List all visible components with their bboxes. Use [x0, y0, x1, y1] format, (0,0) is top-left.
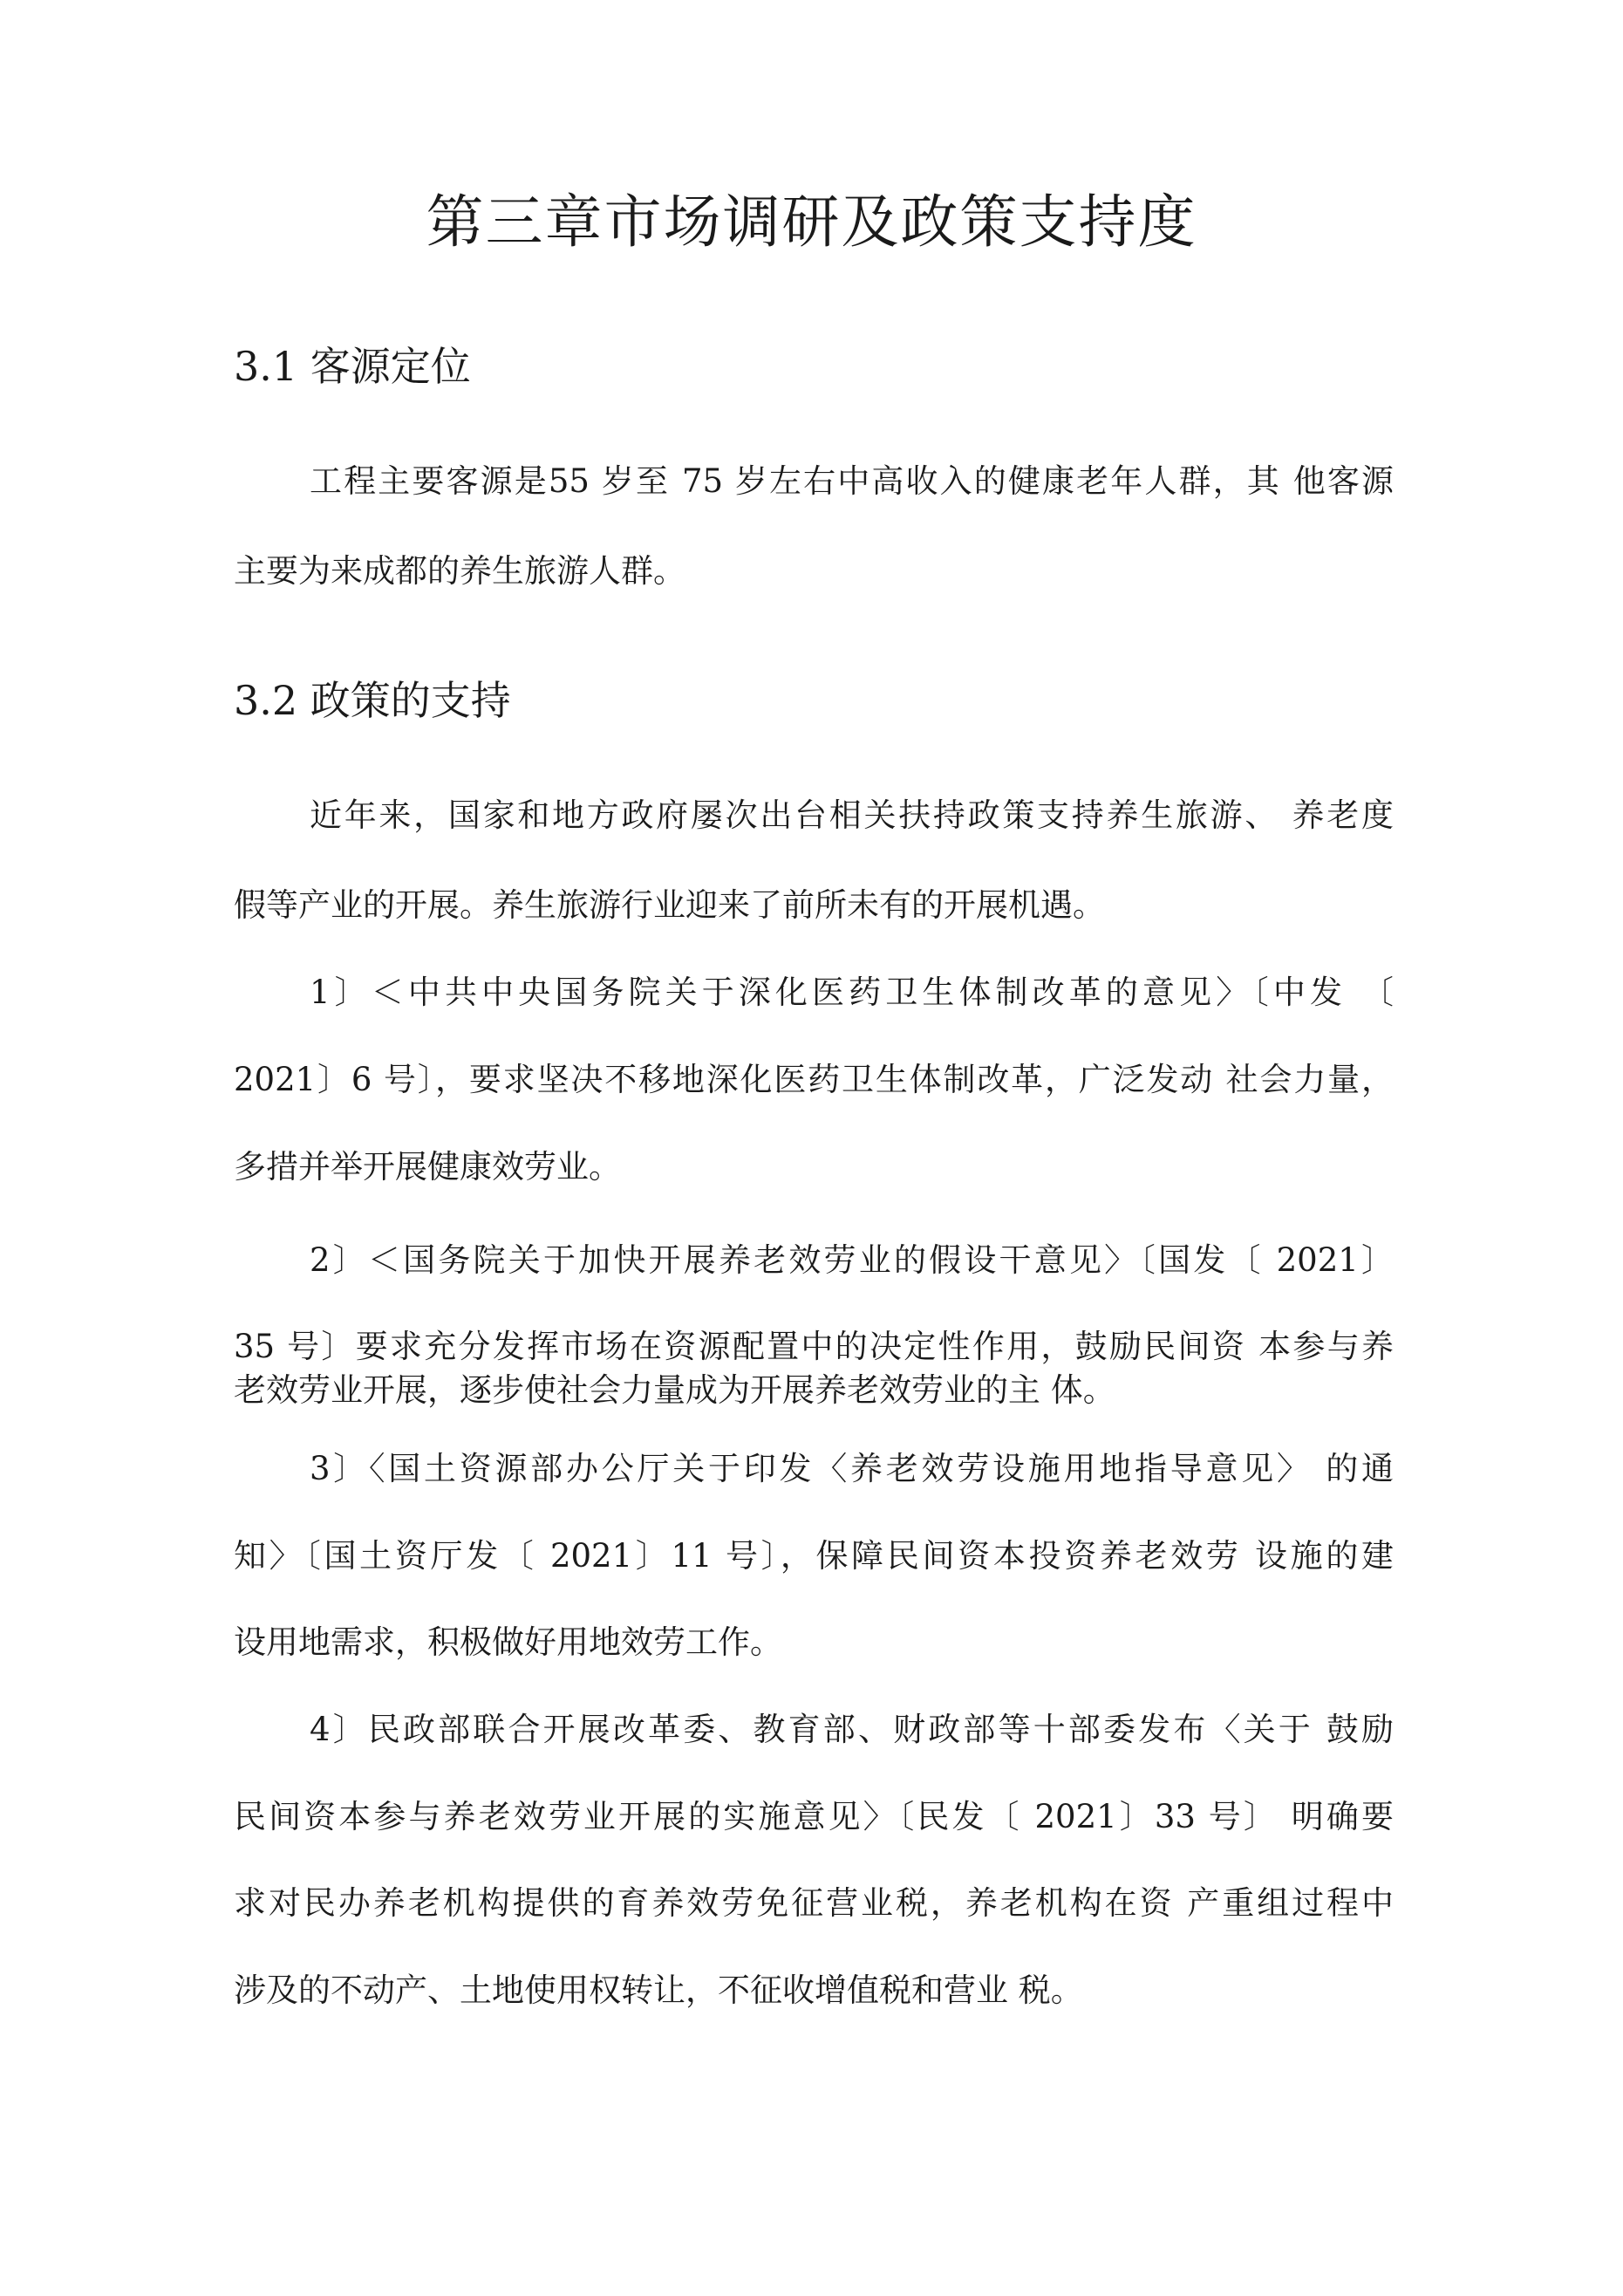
paragraph-line: 涉及的不动产、土地使用权转让，不征收增值税和营业 税。	[234, 1971, 1083, 2009]
section-heading-3-1: 3.1 客源定位	[234, 343, 471, 390]
paragraph-line: 民间资本参与养老效劳业开展的实施意见〉〔民发〔 2021〕33 号〕 明确要	[234, 1798, 1394, 1835]
paragraph-line: 主要为来成都的养生旅游人群。	[234, 552, 685, 590]
paragraph-line: 多措并举开展健康效劳业。	[234, 1148, 621, 1186]
paragraph-line: 4〕民政部联合开展改革委、教育部、财政部等十部委发布〈关于 鼓励	[310, 1711, 1394, 1748]
paragraph-line: 工程主要客源是55 岁至 75 岁左右中高收入的健康老年人群，其 他客源	[310, 462, 1394, 500]
paragraph-line: 老效劳业开展，逐步使社会力量成为开展养老效劳业的主 体。	[234, 1371, 1115, 1409]
paragraph-line: 知〉〔国土资厅发〔 2021〕11 号〕，保障民间资本投资养老效劳 设施的建	[234, 1537, 1394, 1575]
paragraph-line: 3〕〈国土资源部办公厅关于印发〈养老效劳设施用地指导意见〉 的通	[310, 1450, 1394, 1487]
paragraph-line: 设用地需求，积极做好用地效劳工作。	[234, 1623, 782, 1661]
paragraph-line: 1〕＜中共中央国务院关于深化医药卫生体制改革的意见〉〔中发 〔	[310, 974, 1394, 1011]
paragraph-line: 近年来，国家和地方政府屡次出台相关扶持政策支持养生旅游、 养老度	[310, 796, 1394, 834]
paragraph-line: 2021〕6 号〕，要求坚决不移地深化医药卫生体制改革，广泛发动 社会力量，	[234, 1061, 1394, 1098]
paragraph-line: 求对民办养老机构提供的育养效劳免征营业税，养老机构在资 产重组过程中	[234, 1884, 1394, 1922]
paragraph-line: 35 号〕要求充分发挥市场在资源配置中的决定性作用，鼓励民间资 本参与养	[234, 1328, 1394, 1365]
page-title: 第三章市场调研及政策支持度	[426, 188, 1197, 256]
paragraph-line: 2〕＜国务院关于加快开展养老效劳业的假设干意见〉〔国发〔 2021〕	[310, 1241, 1394, 1279]
paragraph-line: 假等产业的开展。养生旅游行业迎来了前所未有的开展机遇。	[234, 886, 1105, 924]
section-heading-3-2: 3.2 政策的支持	[234, 677, 511, 724]
